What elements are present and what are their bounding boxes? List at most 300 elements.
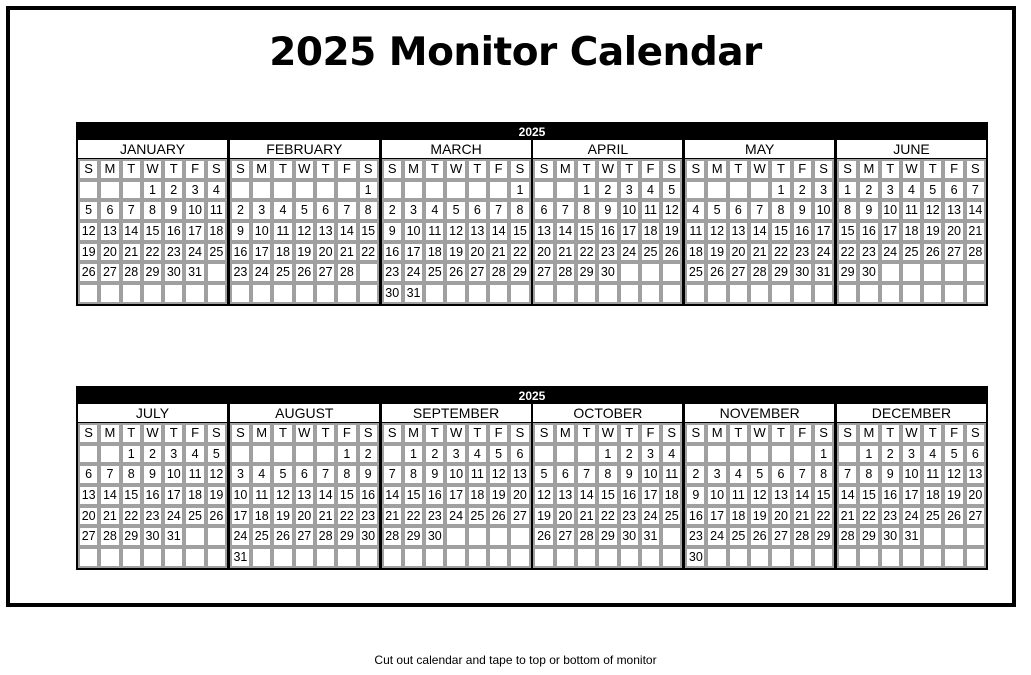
empty-day-cell <box>943 547 964 568</box>
month-day-grid <box>837 423 986 568</box>
day-cell: 9 <box>858 200 879 221</box>
day-cell: 23 <box>142 506 163 527</box>
day-cell: 5 <box>445 200 466 221</box>
weekday-header: S <box>78 159 99 180</box>
day-cell: 7 <box>99 464 120 485</box>
empty-day-cell <box>640 547 661 568</box>
empty-day-cell <box>251 547 272 568</box>
day-cell: 17 <box>445 485 466 506</box>
day-cell: 14 <box>837 485 858 506</box>
day-cell: 24 <box>640 506 661 527</box>
day-cell: 31 <box>901 526 922 547</box>
day-cell: 12 <box>488 464 509 485</box>
empty-day-cell <box>206 262 227 283</box>
day-cell: 21 <box>315 506 336 527</box>
empty-day-cell <box>837 283 858 304</box>
day-cell: 25 <box>685 262 706 283</box>
empty-day-cell <box>901 547 922 568</box>
day-cell: 19 <box>706 242 727 263</box>
day-cell: 19 <box>488 485 509 506</box>
day-cell: 18 <box>685 242 706 263</box>
day-cell: 9 <box>880 464 901 485</box>
weekday-header: T <box>121 159 142 180</box>
day-cell: 28 <box>121 262 142 283</box>
empty-day-cell <box>555 547 576 568</box>
day-cell: 27 <box>467 262 488 283</box>
day-cell: 31 <box>813 262 834 283</box>
day-cell: 27 <box>78 526 99 547</box>
weekday-header: T <box>467 423 488 444</box>
month-day-grid <box>382 159 531 304</box>
weekday-header: S <box>358 159 379 180</box>
weekday-header: S <box>813 159 834 180</box>
day-cell: 25 <box>206 242 227 263</box>
empty-day-cell <box>965 547 986 568</box>
empty-day-cell <box>184 547 205 568</box>
empty-day-cell <box>706 547 727 568</box>
day-cell: 9 <box>424 464 445 485</box>
day-cell: 8 <box>509 200 530 221</box>
day-cell: 27 <box>943 242 964 263</box>
weekday-header: F <box>184 159 205 180</box>
day-cell: 13 <box>555 485 576 506</box>
weekday-header: T <box>576 423 597 444</box>
weekday-header: S <box>813 423 834 444</box>
empty-day-cell <box>78 283 99 304</box>
empty-day-cell <box>382 444 403 465</box>
day-cell: 22 <box>336 506 357 527</box>
weekday-header: F <box>488 159 509 180</box>
day-cell: 12 <box>78 221 99 242</box>
empty-day-cell <box>467 180 488 201</box>
day-cell: 15 <box>142 221 163 242</box>
month-name: AUGUST <box>230 404 379 423</box>
day-cell: 31 <box>230 547 251 568</box>
day-cell: 22 <box>837 242 858 263</box>
day-cell: 18 <box>922 485 943 506</box>
month-day-grid <box>533 159 682 304</box>
weekday-header: W <box>749 159 770 180</box>
day-cell: 9 <box>619 464 640 485</box>
day-cell: 16 <box>685 506 706 527</box>
day-cell: 6 <box>294 464 315 485</box>
empty-day-cell <box>640 262 661 283</box>
day-cell: 7 <box>315 464 336 485</box>
day-cell: 18 <box>661 485 682 506</box>
day-cell: 28 <box>749 262 770 283</box>
day-cell: 18 <box>184 485 205 506</box>
empty-day-cell <box>880 547 901 568</box>
day-cell: 31 <box>640 526 661 547</box>
month-july <box>78 404 227 568</box>
empty-day-cell <box>943 283 964 304</box>
empty-day-cell <box>358 547 379 568</box>
day-cell: 3 <box>403 200 424 221</box>
day-cell: 28 <box>336 262 357 283</box>
month-november <box>685 404 834 568</box>
month-name: JANUARY <box>78 140 227 159</box>
empty-day-cell <box>661 526 682 547</box>
month-name: MAY <box>685 140 834 159</box>
day-cell: 22 <box>770 242 791 263</box>
empty-day-cell <box>272 283 293 304</box>
empty-day-cell <box>576 547 597 568</box>
day-cell: 30 <box>382 283 403 304</box>
day-cell: 3 <box>230 464 251 485</box>
day-cell: 22 <box>509 242 530 263</box>
weekday-header: S <box>965 423 986 444</box>
day-cell: 23 <box>597 242 618 263</box>
weekday-header: T <box>770 159 791 180</box>
weekday-header: S <box>509 423 530 444</box>
day-cell: 23 <box>685 526 706 547</box>
day-cell: 18 <box>901 221 922 242</box>
month-name: NOVEMBER <box>685 404 834 423</box>
day-cell: 23 <box>382 262 403 283</box>
day-cell: 12 <box>533 485 554 506</box>
day-cell: 1 <box>509 180 530 201</box>
empty-day-cell <box>315 444 336 465</box>
empty-day-cell <box>78 180 99 201</box>
day-cell: 23 <box>792 242 813 263</box>
day-cell: 20 <box>509 485 530 506</box>
empty-day-cell <box>943 262 964 283</box>
day-cell: 24 <box>403 262 424 283</box>
calendar-band-first-half <box>76 122 988 306</box>
empty-day-cell <box>78 444 99 465</box>
day-cell: 3 <box>640 444 661 465</box>
empty-day-cell <box>555 283 576 304</box>
day-cell: 22 <box>597 506 618 527</box>
day-cell: 13 <box>770 485 791 506</box>
day-cell: 13 <box>965 464 986 485</box>
day-cell: 21 <box>382 506 403 527</box>
day-cell: 2 <box>358 444 379 465</box>
empty-day-cell <box>597 547 618 568</box>
day-cell: 27 <box>965 506 986 527</box>
month-day-grid <box>230 423 379 568</box>
day-cell: 30 <box>880 526 901 547</box>
weekday-header: S <box>837 159 858 180</box>
weekday-header: T <box>619 423 640 444</box>
day-cell: 30 <box>858 262 879 283</box>
empty-day-cell <box>206 526 227 547</box>
day-cell: 28 <box>555 262 576 283</box>
month-october <box>533 404 682 568</box>
day-cell: 16 <box>597 221 618 242</box>
day-cell: 16 <box>424 485 445 506</box>
empty-day-cell <box>813 547 834 568</box>
day-cell: 18 <box>728 506 749 527</box>
weekday-header: T <box>272 423 293 444</box>
day-cell: 12 <box>272 485 293 506</box>
day-cell: 7 <box>382 464 403 485</box>
day-cell: 21 <box>837 506 858 527</box>
weekday-header: M <box>403 423 424 444</box>
empty-day-cell <box>749 444 770 465</box>
month-february <box>230 140 379 304</box>
day-cell: 13 <box>533 221 554 242</box>
empty-day-cell <box>467 526 488 547</box>
day-cell: 8 <box>597 464 618 485</box>
empty-day-cell <box>445 526 466 547</box>
day-cell: 21 <box>576 506 597 527</box>
day-cell: 2 <box>858 180 879 201</box>
weekday-header: T <box>880 159 901 180</box>
empty-day-cell <box>336 180 357 201</box>
day-cell: 9 <box>230 221 251 242</box>
day-cell: 25 <box>728 526 749 547</box>
day-cell: 15 <box>770 221 791 242</box>
day-cell: 13 <box>294 485 315 506</box>
empty-day-cell <box>749 283 770 304</box>
empty-day-cell <box>509 526 530 547</box>
day-cell: 3 <box>619 180 640 201</box>
day-cell: 5 <box>661 180 682 201</box>
day-cell: 10 <box>619 200 640 221</box>
weekday-header: T <box>315 423 336 444</box>
day-cell: 5 <box>294 200 315 221</box>
day-cell: 4 <box>685 200 706 221</box>
weekday-header: F <box>792 423 813 444</box>
day-cell: 10 <box>403 221 424 242</box>
day-cell: 19 <box>206 485 227 506</box>
day-cell: 20 <box>770 506 791 527</box>
day-cell: 23 <box>619 506 640 527</box>
day-cell: 11 <box>728 485 749 506</box>
month-day-grid <box>685 423 834 568</box>
day-cell: 4 <box>901 180 922 201</box>
weekday-header: W <box>445 423 466 444</box>
day-cell: 27 <box>533 262 554 283</box>
day-cell: 27 <box>555 526 576 547</box>
day-cell: 8 <box>142 200 163 221</box>
day-cell: 24 <box>230 526 251 547</box>
day-cell: 4 <box>467 444 488 465</box>
day-cell: 10 <box>640 464 661 485</box>
day-cell: 16 <box>230 242 251 263</box>
day-cell: 8 <box>813 464 834 485</box>
day-cell: 1 <box>403 444 424 465</box>
day-cell: 3 <box>445 444 466 465</box>
empty-day-cell <box>403 547 424 568</box>
weekday-header: F <box>640 423 661 444</box>
empty-day-cell <box>706 180 727 201</box>
empty-day-cell <box>661 283 682 304</box>
day-cell: 14 <box>121 221 142 242</box>
day-cell: 29 <box>837 262 858 283</box>
day-cell: 1 <box>813 444 834 465</box>
day-cell: 9 <box>142 464 163 485</box>
day-cell: 14 <box>555 221 576 242</box>
day-cell: 18 <box>272 242 293 263</box>
day-cell: 3 <box>880 180 901 201</box>
weekday-header: S <box>533 159 554 180</box>
day-cell: 4 <box>640 180 661 201</box>
empty-day-cell <box>792 547 813 568</box>
day-cell: 30 <box>424 526 445 547</box>
day-cell: 29 <box>858 526 879 547</box>
weekday-header: S <box>78 423 99 444</box>
empty-day-cell <box>315 283 336 304</box>
weekday-header: W <box>597 159 618 180</box>
weekday-header: F <box>943 159 964 180</box>
day-cell: 27 <box>315 262 336 283</box>
day-cell: 9 <box>597 200 618 221</box>
day-cell: 24 <box>163 506 184 527</box>
empty-day-cell <box>488 283 509 304</box>
day-cell: 15 <box>837 221 858 242</box>
day-cell: 8 <box>403 464 424 485</box>
empty-day-cell <box>965 526 986 547</box>
month-day-grid <box>230 159 379 304</box>
empty-day-cell <box>661 547 682 568</box>
empty-day-cell <box>661 262 682 283</box>
day-cell: 25 <box>251 526 272 547</box>
day-cell: 16 <box>142 485 163 506</box>
day-cell: 10 <box>163 464 184 485</box>
day-cell: 23 <box>163 242 184 263</box>
day-cell: 7 <box>965 180 986 201</box>
weekday-header: T <box>576 159 597 180</box>
day-cell: 26 <box>943 506 964 527</box>
day-cell: 9 <box>792 200 813 221</box>
months-row <box>78 404 986 568</box>
day-cell: 10 <box>901 464 922 485</box>
day-cell: 7 <box>336 200 357 221</box>
day-cell: 20 <box>965 485 986 506</box>
day-cell: 29 <box>142 262 163 283</box>
weekday-header: W <box>445 159 466 180</box>
day-cell: 28 <box>576 526 597 547</box>
empty-day-cell <box>424 283 445 304</box>
day-cell: 26 <box>488 506 509 527</box>
day-cell: 7 <box>576 464 597 485</box>
empty-day-cell <box>445 283 466 304</box>
weekday-header: W <box>294 423 315 444</box>
day-cell: 10 <box>230 485 251 506</box>
day-cell: 22 <box>358 242 379 263</box>
empty-day-cell <box>533 180 554 201</box>
day-cell: 29 <box>770 262 791 283</box>
day-cell: 1 <box>336 444 357 465</box>
day-cell: 19 <box>533 506 554 527</box>
day-cell: 6 <box>99 200 120 221</box>
day-cell: 29 <box>403 526 424 547</box>
day-cell: 20 <box>943 221 964 242</box>
weekday-header: S <box>206 423 227 444</box>
day-cell: 26 <box>749 526 770 547</box>
day-cell: 12 <box>206 464 227 485</box>
day-cell: 14 <box>749 221 770 242</box>
day-cell: 11 <box>251 485 272 506</box>
empty-day-cell <box>749 547 770 568</box>
weekday-header: M <box>251 159 272 180</box>
weekday-header: F <box>336 423 357 444</box>
day-cell: 1 <box>858 444 879 465</box>
empty-day-cell <box>424 547 445 568</box>
day-cell: 5 <box>78 200 99 221</box>
day-cell: 2 <box>142 444 163 465</box>
day-cell: 2 <box>685 464 706 485</box>
empty-day-cell <box>965 262 986 283</box>
weekday-header: T <box>163 423 184 444</box>
empty-day-cell <box>706 444 727 465</box>
empty-day-cell <box>858 547 879 568</box>
empty-day-cell <box>230 444 251 465</box>
day-cell: 4 <box>206 180 227 201</box>
day-cell: 12 <box>661 200 682 221</box>
empty-day-cell <box>901 283 922 304</box>
day-cell: 18 <box>251 506 272 527</box>
day-cell: 26 <box>272 526 293 547</box>
day-cell: 1 <box>576 180 597 201</box>
weekday-header: F <box>943 423 964 444</box>
day-cell: 11 <box>272 221 293 242</box>
day-cell: 31 <box>184 262 205 283</box>
day-cell: 7 <box>121 200 142 221</box>
empty-day-cell <box>533 283 554 304</box>
empty-day-cell <box>619 262 640 283</box>
weekday-header: M <box>99 423 120 444</box>
empty-day-cell <box>315 547 336 568</box>
day-cell: 9 <box>358 464 379 485</box>
day-cell: 2 <box>880 444 901 465</box>
day-cell: 20 <box>78 506 99 527</box>
weekday-header: F <box>184 423 205 444</box>
day-cell: 3 <box>813 180 834 201</box>
day-cell: 13 <box>943 200 964 221</box>
empty-day-cell <box>251 180 272 201</box>
day-cell: 20 <box>555 506 576 527</box>
day-cell: 1 <box>837 180 858 201</box>
day-cell: 23 <box>880 506 901 527</box>
day-cell: 24 <box>901 506 922 527</box>
empty-day-cell <box>922 526 943 547</box>
day-cell: 20 <box>467 242 488 263</box>
month-december <box>837 404 986 568</box>
day-cell: 3 <box>163 444 184 465</box>
empty-day-cell <box>358 283 379 304</box>
empty-day-cell <box>382 180 403 201</box>
day-cell: 16 <box>858 221 879 242</box>
day-cell: 12 <box>445 221 466 242</box>
empty-day-cell <box>901 262 922 283</box>
month-name: APRIL <box>533 140 682 159</box>
day-cell: 16 <box>880 485 901 506</box>
band-year-label: 2025 <box>518 125 546 139</box>
empty-day-cell <box>336 283 357 304</box>
month-name: JULY <box>78 404 227 423</box>
day-cell: 6 <box>965 444 986 465</box>
day-cell: 7 <box>488 200 509 221</box>
day-cell: 6 <box>315 200 336 221</box>
empty-day-cell <box>403 180 424 201</box>
day-cell: 15 <box>597 485 618 506</box>
empty-day-cell <box>576 283 597 304</box>
day-cell: 30 <box>142 526 163 547</box>
day-cell: 29 <box>597 526 618 547</box>
day-cell: 22 <box>142 242 163 263</box>
empty-day-cell <box>880 262 901 283</box>
empty-day-cell <box>728 444 749 465</box>
weekday-header: W <box>142 159 163 180</box>
day-cell: 15 <box>358 221 379 242</box>
day-cell: 29 <box>576 262 597 283</box>
empty-day-cell <box>509 283 530 304</box>
empty-day-cell <box>685 180 706 201</box>
day-cell: 24 <box>251 262 272 283</box>
